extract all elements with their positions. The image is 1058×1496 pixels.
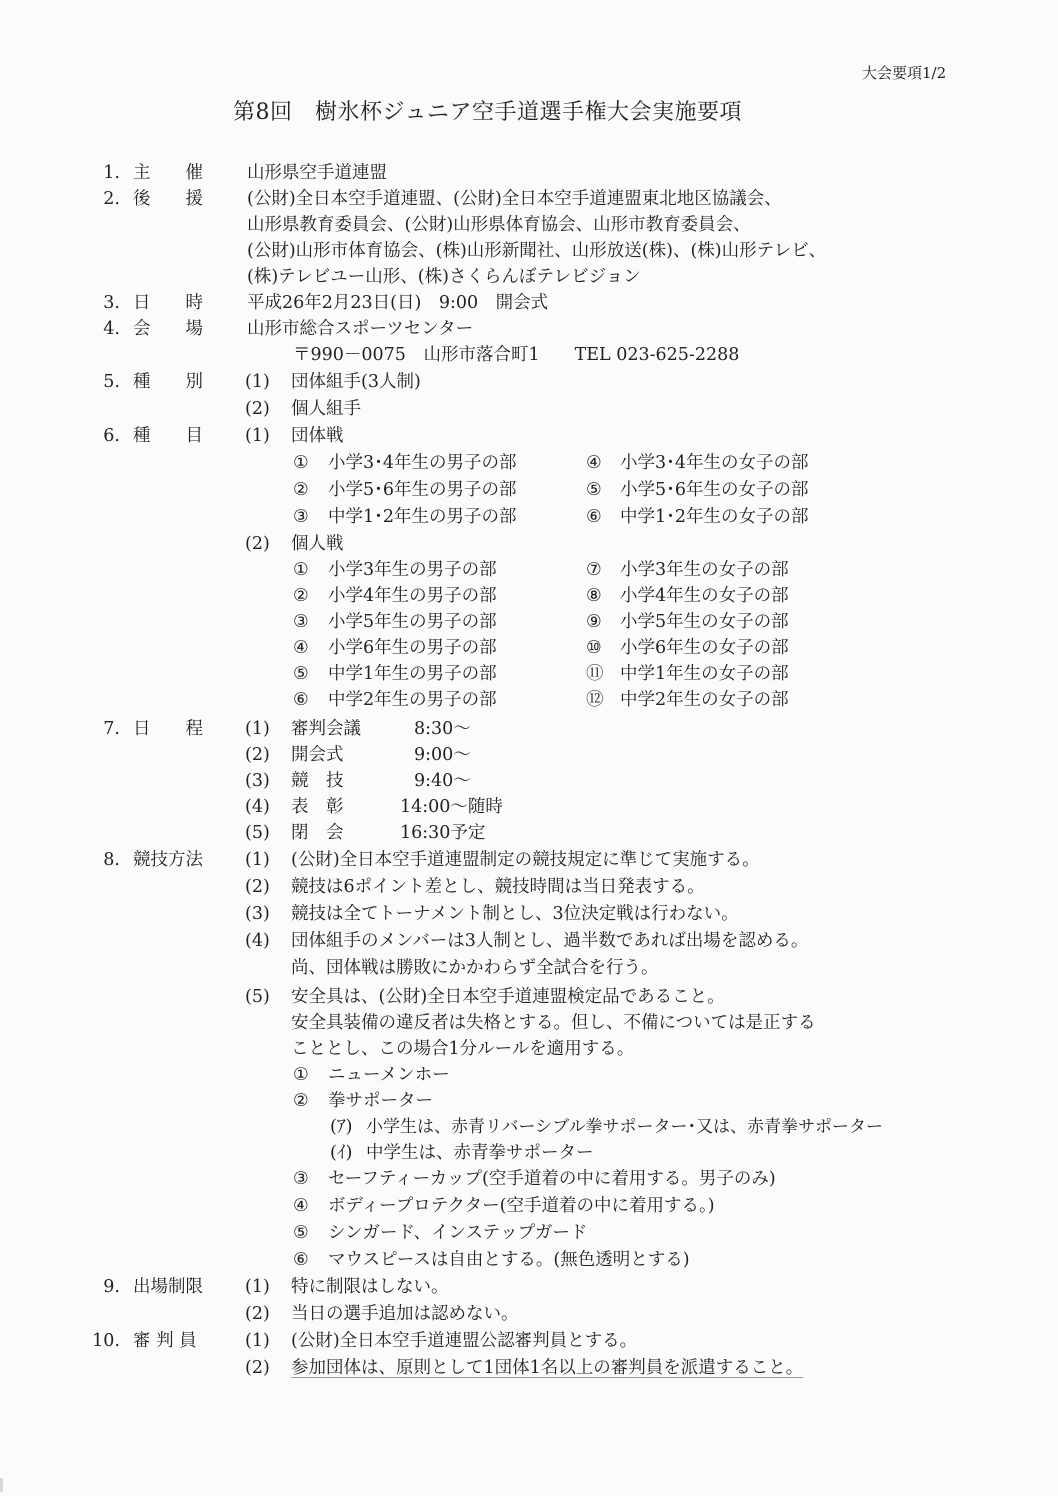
schedule-time: 9:00～ [414, 745, 471, 765]
item-label: (1) [245, 1277, 270, 1297]
schedule-name: 審判会議 [291, 719, 361, 739]
item-label: (2) [245, 1304, 270, 1324]
list-marker: ⑨ [586, 612, 602, 632]
section-number: 10. [92, 1331, 120, 1351]
item-text: 特に制限はしない。 [291, 1277, 449, 1297]
section-number: 4. [103, 319, 120, 339]
list-item: 中学1年生の女子の部 [620, 664, 789, 684]
item-label: (2) [245, 877, 270, 897]
list-item: 小学3年生の女子の部 [620, 560, 789, 580]
section-number: 1. [103, 163, 120, 183]
section-number: 5. [103, 372, 120, 392]
section-heading: 審 判 員 [133, 1331, 197, 1351]
section-number: 6. [103, 426, 120, 446]
list-item: 小学6年生の女子の部 [620, 638, 789, 658]
item-label: (3) [245, 904, 270, 924]
equipment-item: 拳サポーター [328, 1091, 433, 1111]
equipment-item: マウスピースは自由とする。(無色透明とする) [328, 1250, 690, 1270]
rule-line: 尚、団体戦は勝敗にかかわらず全試合を行う。 [291, 958, 659, 978]
item-label: (1) [245, 426, 270, 446]
list-marker: ⑤ [293, 1223, 309, 1243]
item-text: 個人戦 [291, 534, 344, 554]
item-text: 団体戦 [291, 426, 344, 446]
item-label: (1) [245, 372, 270, 392]
equipment-item: ニューメンホー [328, 1065, 450, 1085]
list-marker: ② [293, 586, 309, 606]
list-marker: ④ [293, 1196, 309, 1216]
venue-name: 山形市総合スポーツセンター [247, 319, 474, 339]
list-marker: ⑫ [586, 690, 604, 710]
item-text: 個人組手 [291, 399, 361, 419]
list-marker: ⑩ [586, 638, 602, 658]
list-marker: ⑧ [586, 586, 602, 606]
item-label: (2) [245, 745, 270, 765]
schedule-time: 8:30～ [414, 719, 471, 739]
list-item: 中学2年生の女子の部 [620, 690, 789, 710]
item-text: 当日の選手追加は認めない。 [291, 1304, 519, 1324]
list-item: 小学4年生の女子の部 [620, 586, 789, 606]
list-item: 小学3･4年生の女子の部 [620, 453, 809, 473]
section-number: 8. [103, 850, 120, 870]
rule-line: (公財)全日本空手道連盟制定の競技規定に準じて実施する。 [291, 850, 760, 870]
list-item: 中学1･2年生の女子の部 [620, 507, 809, 527]
section-text: 平成26年2月23日(日) 9:00 開会式 [247, 293, 549, 313]
item-text: 参加団体は、原則として1団体1名以上の審判員を派遣すること。 [291, 1358, 804, 1378]
equipment-subitem: 小学生は、赤青リバーシブル拳サポーター･又は、赤青拳サポーター [366, 1117, 883, 1137]
section-heading: 後 援 [133, 189, 203, 209]
list-marker: ⑤ [586, 480, 602, 500]
list-item: 中学1年生の男子の部 [328, 664, 497, 684]
section-heading: 主 催 [133, 163, 203, 183]
item-label: (1) [245, 850, 270, 870]
list-item: 中学1･2年生の男子の部 [328, 507, 517, 527]
list-marker: ④ [293, 638, 309, 658]
item-label: (4) [245, 797, 270, 817]
list-marker: ① [293, 560, 309, 580]
venue-address: 〒990－0075 山形市落合町1 TEL 023-625-2288 [293, 345, 740, 365]
item-label: (3) [245, 771, 270, 791]
section-number: 3. [103, 293, 120, 313]
rule-line: 団体組手のメンバーは3人制とし、過半数であれば出場を認める。 [291, 931, 809, 951]
section-number: 9. [103, 1277, 120, 1297]
list-marker: ③ [293, 1169, 309, 1189]
list-item: 小学5･6年生の女子の部 [620, 480, 809, 500]
list-marker: ⑪ [586, 664, 604, 684]
schedule-time: 16:30予定 [400, 823, 486, 843]
list-marker: ① [293, 453, 309, 473]
item-label: (4) [245, 931, 270, 951]
equipment-item: ボディープロテクター(空手道着の中に着用する。) [328, 1196, 715, 1216]
sponsor-line: (公財)山形市体育協会、(株)山形新聞社、山形放送(株)、(株)山形テレビ、 [247, 241, 827, 261]
list-item: 小学4年生の男子の部 [328, 586, 497, 606]
list-marker: ① [293, 1065, 309, 1085]
section-heading: 種 目 [133, 426, 203, 446]
list-marker: ⑥ [293, 1250, 309, 1270]
item-text: 団体組手(3人制) [291, 372, 421, 392]
item-label: (1) [245, 719, 270, 739]
rule-line: 競技は全てトーナメント制とし、3位決定戦は行わない。 [291, 904, 739, 924]
item-label: (2) [245, 534, 270, 554]
list-marker: ⑦ [586, 560, 602, 580]
list-item: 小学5年生の女子の部 [620, 612, 789, 632]
item-label: (5) [245, 823, 270, 843]
list-marker: ⑥ [293, 690, 309, 710]
item-label: (1) [245, 1331, 270, 1351]
sponsor-line: (公財)全日本空手道連盟、(公財)全日本空手道連盟東北地区協議会、 [247, 189, 782, 209]
schedule-name: 表 彰 [291, 797, 344, 817]
rule-line: 安全具装備の違反者は失格とする。但し、不備については是正する [291, 1013, 816, 1033]
section-heading: 競技方法 [133, 850, 203, 870]
rule-line: 競技は6ポイント差とし、競技時間は当日発表する。 [291, 877, 705, 897]
section-heading: 種 別 [133, 372, 203, 392]
equipment-item: セーフティーカップ(空手道着の中に着用する。男子のみ) [328, 1169, 776, 1189]
schedule-name: 閉 会 [291, 823, 344, 843]
item-label: (5) [245, 987, 270, 1007]
section-text: 山形県空手道連盟 [247, 163, 387, 183]
scan-edge-mark [0, 1478, 3, 1492]
section-number: 2. [103, 189, 120, 209]
list-marker: ④ [586, 453, 602, 473]
page-label: 大会要項1/2 [862, 64, 947, 82]
page-title: 第8回 樹氷杯ジュニア空手道選手権大会実施要項 [233, 100, 743, 125]
list-marker: (ｲ) [330, 1143, 353, 1163]
item-label: (2) [245, 399, 270, 419]
section-heading: 日 時 [133, 293, 203, 313]
schedule-time: 9:40～ [414, 771, 471, 791]
rule-line: こととし、この場合1分ルールを適用する。 [291, 1039, 635, 1059]
list-item: 小学6年生の男子の部 [328, 638, 497, 658]
rule-line: 安全具は、(公財)全日本空手道連盟検定品であること。 [291, 987, 725, 1007]
schedule-time: 14:00～随時 [400, 797, 503, 817]
list-item: 小学5･6年生の男子の部 [328, 480, 517, 500]
list-item: 小学5年生の男子の部 [328, 612, 497, 632]
list-marker: ⑥ [586, 507, 602, 527]
item-label: (2) [245, 1358, 270, 1378]
section-number: 7. [103, 719, 120, 739]
section-heading: 出場制限 [133, 1277, 203, 1297]
section-heading: 会 場 [133, 319, 203, 339]
equipment-item: シンガード、インステップガード [328, 1223, 588, 1243]
list-marker: ③ [293, 507, 309, 527]
list-item: 中学2年生の男子の部 [328, 690, 497, 710]
sponsor-line: 山形県教育委員会、(公財)山形県体育協会、山形市教育委員会、 [247, 215, 751, 235]
list-marker: ② [293, 480, 309, 500]
list-item: 小学3年生の男子の部 [328, 560, 497, 580]
list-item: 小学3･4年生の男子の部 [328, 453, 517, 473]
list-marker: ③ [293, 612, 309, 632]
schedule-name: 競 技 [291, 771, 344, 791]
list-marker: ② [293, 1091, 309, 1111]
schedule-name: 開会式 [291, 745, 344, 765]
list-marker: (ｱ) [330, 1117, 353, 1137]
sponsor-line: (株)テレビユー山形、(株)さくらんぼテレビジョン [247, 267, 641, 287]
list-marker: ⑤ [293, 664, 309, 684]
item-text: (公財)全日本空手道連盟公認審判員とする。 [291, 1331, 638, 1351]
section-heading: 日 程 [133, 719, 203, 739]
equipment-subitem: 中学生は、赤青拳サポーター [366, 1143, 594, 1163]
